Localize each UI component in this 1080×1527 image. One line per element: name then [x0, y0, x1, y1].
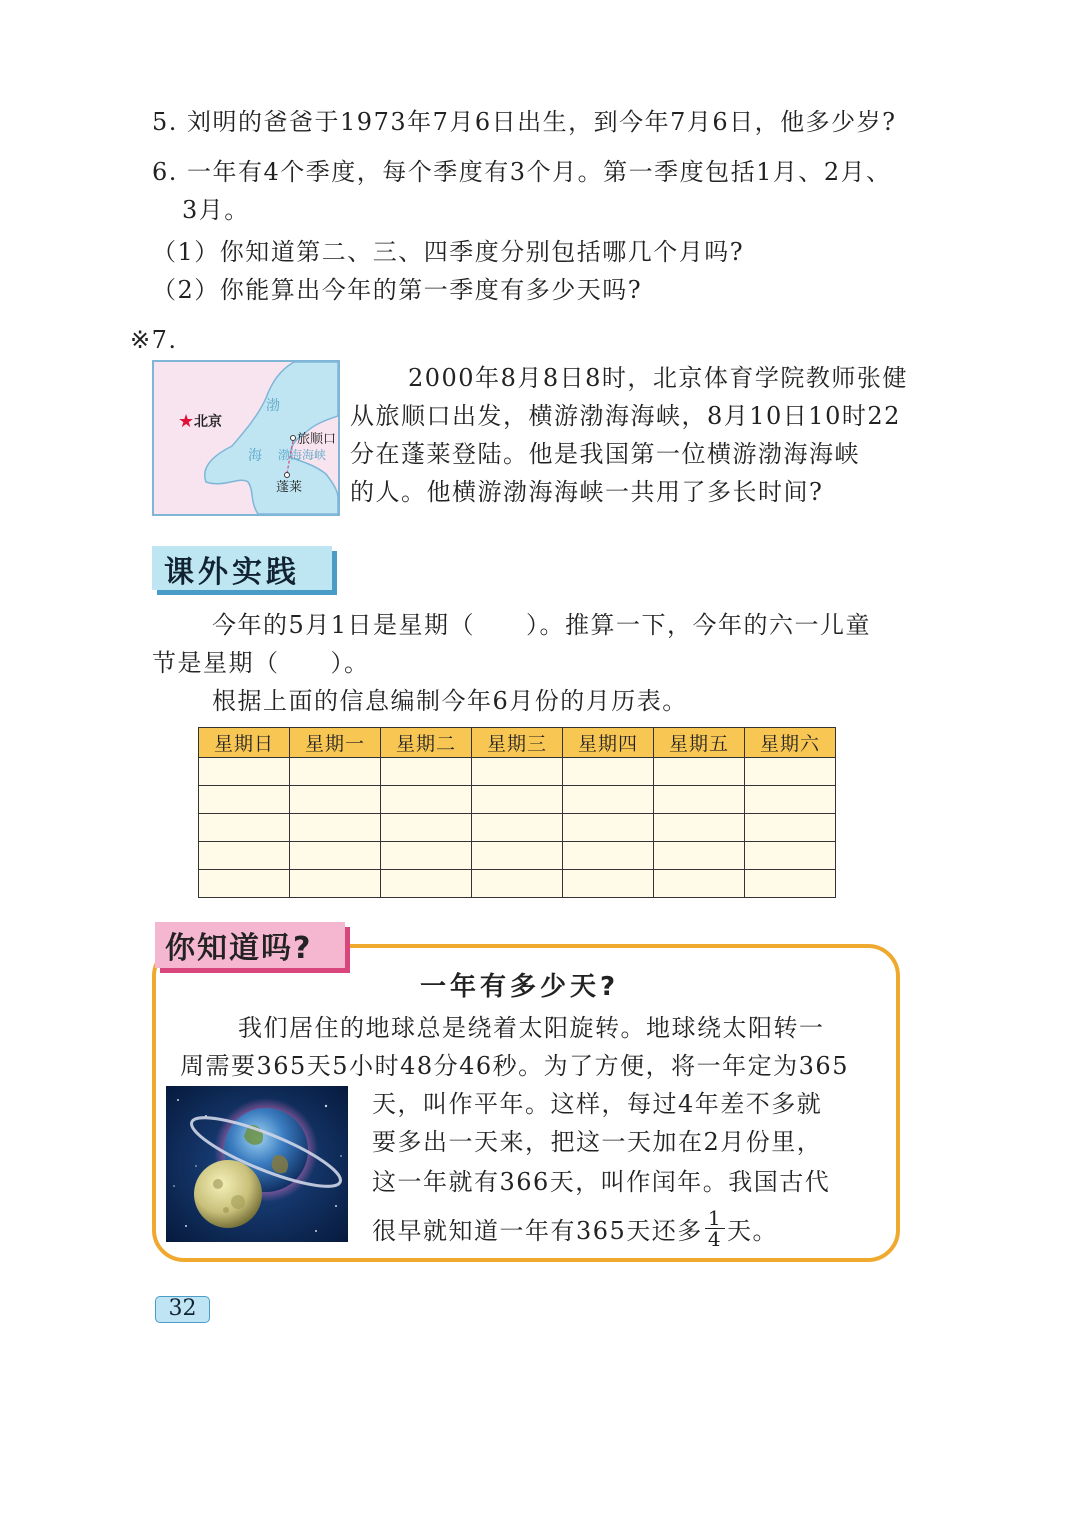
- map-label-bo: 渤: [266, 398, 280, 414]
- dyk-line6-suffix: 天。: [727, 1217, 779, 1245]
- problem-7-text-line2: 从旅顺口出发，横游渤海海峡，8月10日10时22: [350, 402, 901, 430]
- dyk-line2: 周需要365天5小时48分46秒。为了方便，将一年定为365: [180, 1052, 849, 1080]
- problem-7-text-line3: 分在蓬莱登陆。他是我国第一位横游渤海海峡: [350, 440, 860, 468]
- map-label-lvshunkou: 旅顺口: [297, 432, 337, 447]
- space-image: [166, 1086, 348, 1242]
- map-label-penglai: 蓬莱: [276, 480, 303, 495]
- calendar-row: [199, 786, 836, 814]
- dyk-line5: 这一年就有366天，叫作闰年。我国古代: [372, 1168, 831, 1196]
- calendar-cell[interactable]: [199, 870, 290, 898]
- calendar-cell[interactable]: [381, 842, 472, 870]
- earth-moon-illustration: [166, 1086, 348, 1242]
- calendar-cell[interactable]: [472, 814, 563, 842]
- one-quarter-fraction: [705, 1208, 725, 1249]
- map-illustration: [154, 362, 338, 514]
- calendar-row: [199, 814, 836, 842]
- problem-7-text-line4: 的人。他横游渤海海峡一共用了多长时间?: [350, 478, 824, 506]
- calendar-cell[interactable]: [654, 870, 745, 898]
- dyk-line4: 要多出一天来，把这一天加在2月份里，: [372, 1128, 823, 1156]
- did-you-know-title: 一年有多少天?: [420, 972, 620, 1002]
- practice-section-title: 课外实践: [164, 555, 300, 590]
- calendar-cell[interactable]: [745, 814, 836, 842]
- calendar-header-mon: 星期一: [290, 728, 381, 758]
- bohai-map: [152, 360, 340, 516]
- problem-5: 5. 刘明的爸爸于1973年7月6日出生，到今年7月6日，他多少岁?: [152, 108, 897, 136]
- calendar-header-sat: 星期六: [745, 728, 836, 758]
- calendar-cell[interactable]: [290, 758, 381, 786]
- calendar-cell[interactable]: [472, 870, 563, 898]
- calendar-cell[interactable]: [472, 758, 563, 786]
- fraction-denominator: 4: [707, 1227, 723, 1251]
- map-label-strait: 渤海海峡: [278, 448, 327, 462]
- june-calendar-table: [198, 727, 836, 898]
- calendar-row: [199, 870, 836, 898]
- calendar-cell[interactable]: [199, 814, 290, 842]
- problem-7-text-line1: 2000年8月8日8时，北京体育学院教师张健: [408, 364, 908, 392]
- calendar-cell[interactable]: [563, 870, 654, 898]
- calendar-header-tue: 星期二: [381, 728, 472, 758]
- calendar-cell[interactable]: [290, 786, 381, 814]
- calendar-cell[interactable]: [290, 814, 381, 842]
- fraction-numerator: 1: [705, 1208, 725, 1229]
- calendar-cell[interactable]: [654, 842, 745, 870]
- calendar-row: [199, 842, 836, 870]
- calendar-cell[interactable]: [654, 814, 745, 842]
- map-point-penglai: [285, 473, 290, 478]
- map-label-hai: 海: [248, 448, 262, 464]
- calendar-row: [199, 758, 836, 786]
- calendar-cell[interactable]: [745, 758, 836, 786]
- practice-line1: 今年的5月1日是星期（ ）。推算一下，今年的六一儿童: [212, 611, 872, 639]
- did-you-know-tab: [155, 922, 345, 968]
- practice-line3: 根据上面的信息编制今年6月份的月历表。: [212, 687, 688, 715]
- calendar-cell[interactable]: [381, 870, 472, 898]
- problem-6-question-1: （1）你知道第二、三、四季度分别包括哪几个月吗?: [152, 238, 745, 266]
- calendar-cell[interactable]: [290, 842, 381, 870]
- calendar-cell[interactable]: [199, 786, 290, 814]
- problem-6-question-2: （2）你能算出今年的第一季度有多少天吗?: [152, 276, 643, 304]
- page-number: 32: [155, 1296, 210, 1323]
- dyk-line3: 天，叫作平年。这样，每过4年差不多就: [372, 1090, 823, 1118]
- calendar-header-row: [199, 728, 836, 758]
- calendar-cell[interactable]: [381, 814, 472, 842]
- problem-7-label: ※7.: [130, 326, 178, 354]
- calendar-cell[interactable]: [654, 786, 745, 814]
- practice-section-header: [152, 546, 332, 590]
- calendar-header-thu: 星期四: [563, 728, 654, 758]
- calendar-cell[interactable]: [745, 870, 836, 898]
- dyk-line6-prefix: 很早就知道一年有365天还多: [372, 1217, 703, 1245]
- calendar-header-fri: 星期五: [654, 728, 745, 758]
- calendar-cell[interactable]: [563, 786, 654, 814]
- calendar-cell[interactable]: [199, 842, 290, 870]
- map-label-beijing: 北京: [194, 414, 222, 430]
- problem-6-line1: 6. 一年有4个季度，每个季度有3个月。第一季度包括1月、2月、: [152, 158, 892, 186]
- calendar-cell[interactable]: [290, 870, 381, 898]
- calendar-cell[interactable]: [472, 842, 563, 870]
- calendar-cell[interactable]: [381, 758, 472, 786]
- dyk-line1: 我们居住的地球总是绕着太阳旋转。地球绕太阳转一: [238, 1014, 825, 1042]
- calendar-cell[interactable]: [381, 786, 472, 814]
- dyk-line6: [372, 1206, 779, 1253]
- calendar-cell[interactable]: [472, 786, 563, 814]
- calendar-cell[interactable]: [745, 842, 836, 870]
- calendar-cell[interactable]: [563, 758, 654, 786]
- map-point-lvshunkou: [291, 436, 296, 441]
- problem-6-line2: 3月。: [182, 196, 250, 224]
- calendar-cell[interactable]: [199, 758, 290, 786]
- did-you-know-tab-label: 你知道吗?: [165, 931, 313, 966]
- calendar-cell[interactable]: [563, 842, 654, 870]
- calendar-cell[interactable]: [745, 786, 836, 814]
- calendar-cell[interactable]: [654, 758, 745, 786]
- calendar-header-sun: 星期日: [199, 728, 290, 758]
- calendar-cell[interactable]: [563, 814, 654, 842]
- practice-line2: 节是星期（ ）。: [152, 649, 370, 677]
- calendar-header-wed: 星期三: [472, 728, 563, 758]
- star-icon: ★: [178, 411, 195, 432]
